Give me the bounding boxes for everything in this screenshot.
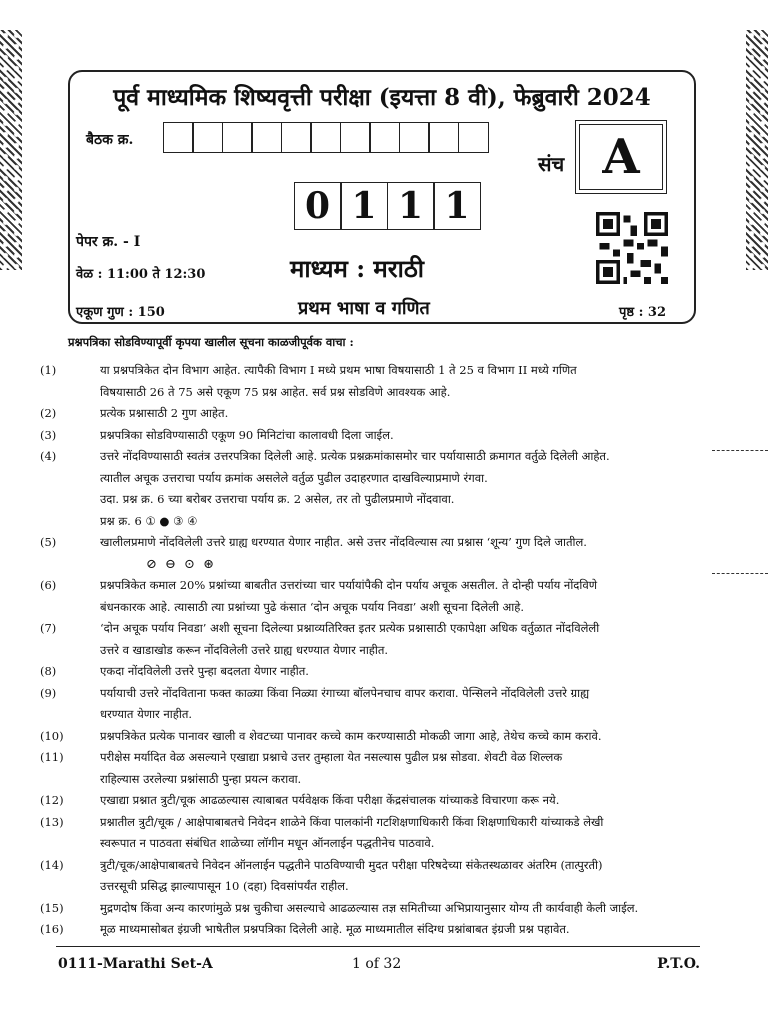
instruction-item: (9) पर्यायाची उत्तरे नोंदविताना फक्त काळ्या किंवा निळ्या रंगाच्या बॉलपेनचाच वापर करावा. पेन्सिलने नोंदविलेली उत्तरे ग्राह्य धरण्यात येणार नाहीत. (40, 685, 590, 721)
set-label: संच (538, 152, 565, 176)
qr-code-icon (596, 212, 668, 284)
footer-pto: P.T.O. (657, 956, 700, 972)
decorative-border-right (746, 30, 768, 270)
exam-time: वेळ : 11:00 ते 12:30 (76, 267, 206, 282)
instruction-item: (4) उत्तरे नोंदविण्यासाठी स्वतंत्र उत्तरपत्रिका दिलेली आहे. प्रत्येक प्रश्नक्रमांकासमोर चार पर्यायासाठी क्रमागत वर्तुळे दिलेली आहेत. त्यातील अचूक उत्तराचा पर्याय क्रमांक असलेले वर्तुळ पुढील उदाहरणात दाखविल्याप्रमाणे रंगवा. उदा. प्रश्न क्र. 6 च्या बरोबर उत्तराचा पर्याय क्र. 2 असेल, तर तो पुढीलप्रमाणे नोंदवावा. प्रश्न क्र. 6 ① ● ③ ④ (40, 446, 700, 532)
instruction-item: (16) मूळ माध्यमासोबत इंग्रजी भाषेतील प्रश्नपत्रिका दिलेली आहे. मूळ माध्यमातील संदिग्ध प्रश्नांबाबत इंग्रजी प्रश्न पहावेत. (40, 922, 570, 936)
invalid-marks-icon: ⊘ ⊖ ⊙ ⊛ (146, 556, 216, 572)
instruction-item: (2) प्रत्येक प्रश्नासाठी 2 गुण आहेत. (40, 406, 229, 420)
exam-header (68, 70, 696, 324)
paper-code (295, 182, 481, 230)
code-digit: 1 (340, 182, 388, 230)
instruction-item: (8) एकदा नोंदविलेली उत्तरे पुन्हा बदलता येणार नाहीत. (40, 664, 309, 678)
seat-number-label: बैठक क्र. (86, 132, 134, 148)
cut-line (712, 573, 768, 574)
instruction-item: (5) खालीलप्रमाणे नोंदविलेली उत्तरे ग्राह्य धरण्यात येणार नाहीत. असे उत्तर नोंदविल्यास त्या प्रश्नास ‘शून्य’ गुण दिले जातील. ⊘ ⊖ ⊙ ⊛ (40, 532, 700, 575)
instruction-item: (13) प्रश्नातील त्रुटी/चूक / आक्षेपाबाबतचे निवेदन शाळेने किंवा पालकांनी गटशिक्षणाधिकारी किंवा शिक्षणाधिकारी यांच्याकडे लेखी स्वरूपात न पाठवता संबंधित शाळेच्या लॉगीन मधून ऑनलाईन पद्धतीनेच पाठवावे. (40, 814, 604, 850)
total-marks: एकूण गुण : 150 (76, 305, 165, 320)
decorative-border-left (0, 30, 22, 270)
cut-line (712, 450, 768, 451)
instruction-item: (7) ‘दोन अचूक पर्याय निवडा’ अशी सूचना दिलेल्या प्रश्नाव्यतिरिक्त इतर प्रत्येक प्रश्नासाठी एकापेक्षा अधिक वर्तुळात नोंदविलेली उत्तरे व खाडाखोड करून नोंदविलेली उत्तरे ग्राह्य धरण्यात येणार नाहीत. (40, 621, 600, 657)
code-digit: 1 (387, 182, 435, 230)
paper-number: पेपर क्र. - I (76, 234, 141, 250)
footer-set-code: 0111-Marathi Set-A (58, 956, 213, 972)
answer-example: प्रश्न क्र. 6 ① ● ③ ④ (100, 513, 198, 528)
page-count: पृष्ठ : 32 (619, 305, 666, 320)
footer-page-number: 1 of 32 (352, 956, 402, 972)
instruction-item: (3) प्रश्नपत्रिका सोडविण्यासाठी एकूण 90 मिनिटांचा कालावधी दिला जाईल. (40, 427, 394, 442)
instruction-item: (6) प्रश्नपत्रिकेत कमाल 20% प्रश्नांच्या बाबतीत उत्तरांच्या चार पर्यायांपैकी दोन पर्याय अचूक असतील. ते दोन्ही पर्याय नोंदविणे बंधनकारक आहे. त्यासाठी त्या प्रश्नांच्या पुढे कंसात ‘दोन अचूक पर्याय निवडा’ अशी सूचना दिलेली आहे. (40, 578, 598, 614)
instruction-item: (15) मुद्रणदोष किंवा अन्य कारणांमुळे प्रश्न चुकीचा असल्याचे आढळल्यास तज्ञ समितीच्या अभिप्रायानुसार योग्य ती कार्यवाही केली जाईल. (40, 900, 639, 915)
exam-title: पूर्व माध्यमिक शिष्यवृत्ती परीक्षा (इयत्ता 8 वी), फेब्रुवारी 2024 (113, 84, 651, 111)
set-value: A (579, 124, 663, 190)
subject: प्रथम भाषा व गणित (298, 298, 430, 319)
instruction-item: (1) या प्रश्नपत्रिकेत दोन विभाग आहेत. त्यापैकी विभाग I मध्ये प्रथम भाषा विषयासाठी 1 ते 25 व विभाग II मध्ये गणित विषयासाठी 26 ते 75 असे एकूण 75 प्रश्न आहेत. सर्व प्रश्न सोडविणे आवश्यक आहे. (40, 363, 577, 399)
footer-divider (56, 946, 700, 947)
instruction-item: (11) परीक्षेस मर्यादित वेळ असल्याने एखाद्या प्रश्नाचे उत्तर तुम्हाला येत नसल्यास पुढील प्रश्न सोडवा. शेवटी वेळ शिल्लक राहिल्यास उरलेल्या प्रश्नांसाठी पुन्हा प्रयत्न करावा. (40, 750, 563, 786)
instruction-item: (12) एखाद्या प्रश्नात त्रुटी/चूक आढळल्यास त्याबाबत पर्यवेक्षक किंवा परीक्षा केंद्रसंचालक यांच्याकडे विचारणा करू नये. (40, 793, 560, 807)
medium: माध्यम : मराठी (290, 254, 424, 283)
instruction-item: (10) प्रश्नपत्रिकेत प्रत्येक पानावर खाली व शेवटच्या पानावर कच्चे काम करण्यासाठी मोकळी जागा आहे, तेथेच कच्चे काम करावे. (40, 728, 602, 743)
code-digit: 1 (433, 182, 481, 230)
instruction-item: (14) त्रुटी/चूक/आक्षेपाबाबतचे निवेदन ऑनलाईन पद्धतीने पाठविण्याची मुदत परीक्षा परिषदेच्या संकेतस्थळावर अंतरिम (तात्पुरती) उत्तरसूची प्रसिद्ध झाल्यापासून 10 (दहा) दिवसांपर्यंत राहील. (40, 857, 603, 893)
instructions-list (40, 360, 700, 941)
instructions-intro: प्रश्नपत्रिका सोडविण्यापूर्वी कृपया खालील सूचना काळजीपूर्वक वाचा : (68, 335, 354, 349)
set-box (575, 120, 667, 194)
code-digit: 0 (294, 182, 342, 230)
seat-number-boxes[interactable] (164, 122, 489, 153)
